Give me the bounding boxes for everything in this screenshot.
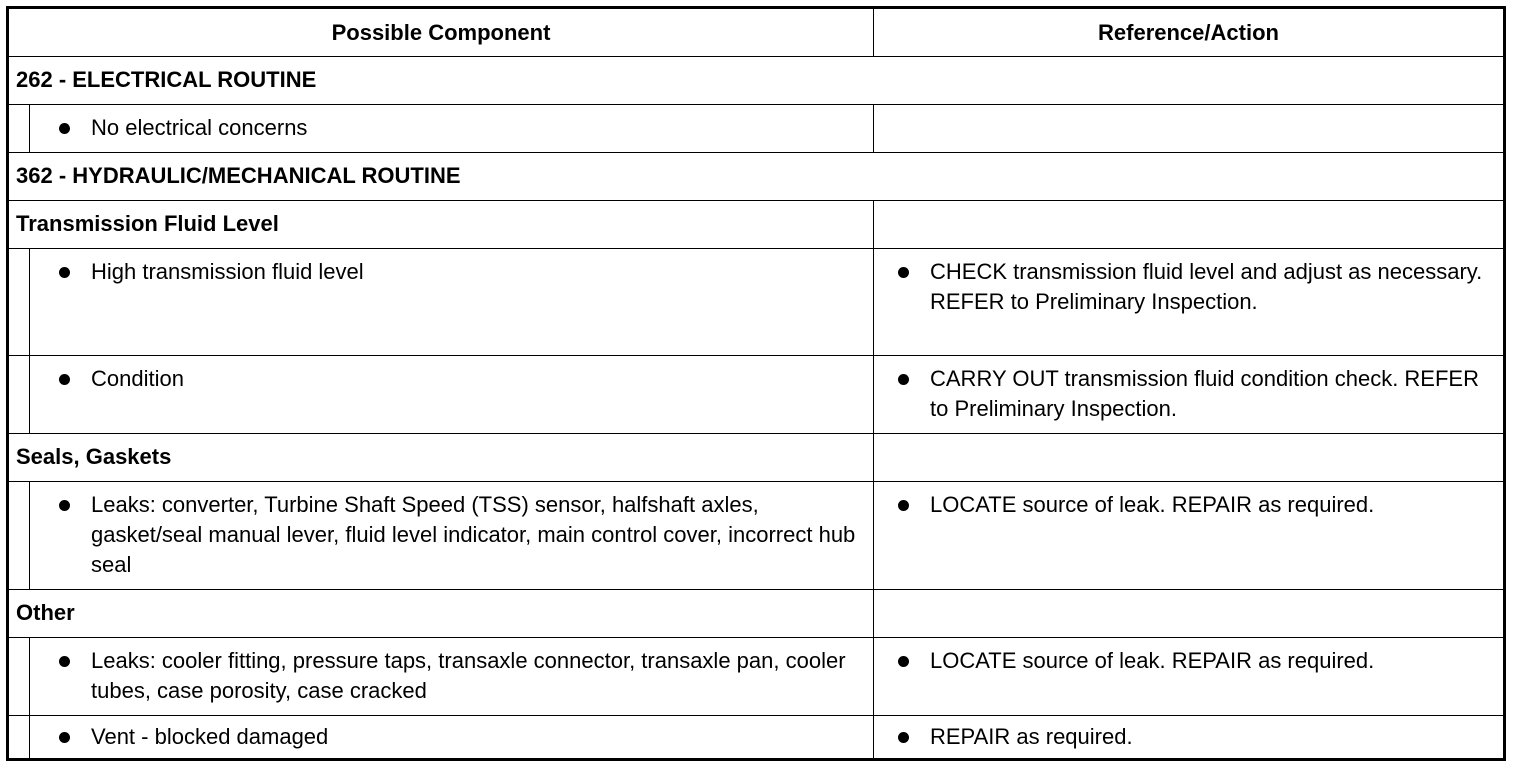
- subsection-title: Other: [16, 600, 75, 625]
- diagnostic-table: [6, 6, 1506, 761]
- component-cell: [9, 356, 873, 433]
- action-cell: [873, 590, 1503, 637]
- indent-line: [29, 482, 30, 589]
- bullet-icon: [898, 267, 909, 278]
- action-cell: [873, 105, 1503, 152]
- indent-line: [29, 105, 30, 152]
- table-row: [9, 249, 1503, 356]
- action-text: CHECK transmission fluid level and adjust as necessary. REFER to Preliminary Inspection.: [930, 259, 1483, 314]
- table-header-row: [9, 9, 1503, 57]
- component-cell: [9, 482, 873, 589]
- action-cell: [873, 201, 1503, 248]
- action-cell: [873, 482, 1503, 589]
- component-text: Leaks: cooler fitting, pressure taps, transaxle connector, transaxle pan, cooler tubes, case porosity, case cracked: [91, 648, 846, 703]
- list-item: [59, 257, 863, 287]
- list-item: [898, 490, 1483, 520]
- action-text: CARRY OUT transmission fluid condition check. REFER to Preliminary Inspection.: [930, 366, 1479, 421]
- indent-line: [29, 356, 30, 433]
- subsection-title: Transmission Fluid Level: [16, 211, 279, 236]
- bullet-icon: [59, 656, 70, 667]
- action-text: REPAIR as required.: [930, 724, 1133, 749]
- indent-line: [29, 638, 30, 715]
- list-item: [59, 113, 863, 143]
- component-cell: [9, 105, 873, 152]
- bullet-icon: [898, 732, 909, 743]
- table-row: [9, 356, 1503, 434]
- list-item: [59, 364, 863, 394]
- bullet-icon: [898, 374, 909, 385]
- table-row: [9, 482, 1503, 590]
- bullet-icon: [59, 123, 70, 134]
- action-cell: [873, 716, 1503, 758]
- bullet-icon: [59, 500, 70, 511]
- list-item: [898, 646, 1483, 676]
- section-row-electrical-routine: [9, 57, 1503, 105]
- subsection-row-transmission-fluid-level: [9, 201, 1503, 249]
- column-header-reference-action: Reference/Action: [873, 9, 1503, 56]
- bullet-icon: [898, 656, 909, 667]
- component-text: Vent - blocked damaged: [91, 724, 329, 749]
- action-cell: [873, 434, 1503, 481]
- component-cell: [9, 716, 873, 758]
- column-header-possible-component: Possible Component: [331, 20, 551, 45]
- table-row: [9, 105, 1503, 153]
- bullet-icon: [59, 732, 70, 743]
- indent-line: [29, 249, 30, 355]
- list-item: [898, 722, 1483, 752]
- section-row-hydraulic-mechanical-routine: [9, 153, 1503, 201]
- list-item: [898, 257, 1483, 317]
- bullet-icon: [898, 500, 909, 511]
- subsection-title: Seals, Gaskets: [16, 444, 172, 469]
- list-item: [59, 722, 863, 752]
- subsection-row-other: [9, 590, 1503, 638]
- action-cell: [873, 356, 1503, 433]
- action-text: LOCATE source of leak. REPAIR as required.: [930, 492, 1375, 517]
- bullet-icon: [59, 374, 70, 385]
- section-title: 262 - ELECTRICAL ROUTINE: [16, 67, 317, 92]
- table-row: [9, 716, 1503, 758]
- action-cell: [873, 249, 1503, 355]
- component-cell: [9, 249, 873, 355]
- component-cell: [9, 638, 873, 715]
- component-text: High transmission fluid level: [91, 259, 364, 284]
- list-item: [59, 490, 863, 580]
- subsection-row-seals-gaskets: [9, 434, 1503, 482]
- action-text: LOCATE source of leak. REPAIR as required.: [930, 648, 1375, 673]
- section-title: 362 - HYDRAULIC/MECHANICAL ROUTINE: [16, 163, 461, 188]
- action-cell: [873, 638, 1503, 715]
- component-text: No electrical concerns: [91, 115, 308, 140]
- indent-line: [29, 716, 30, 758]
- component-text: Leaks: converter, Turbine Shaft Speed (TSS) sensor, halfshaft axles, gasket/seal manual lever, fluid level indicator, main control cover, incorrect hub seal: [91, 492, 856, 577]
- list-item: [59, 646, 863, 706]
- list-item: [898, 364, 1483, 424]
- component-text: Condition: [91, 366, 184, 391]
- table-row: [9, 638, 1503, 716]
- bullet-icon: [59, 267, 70, 278]
